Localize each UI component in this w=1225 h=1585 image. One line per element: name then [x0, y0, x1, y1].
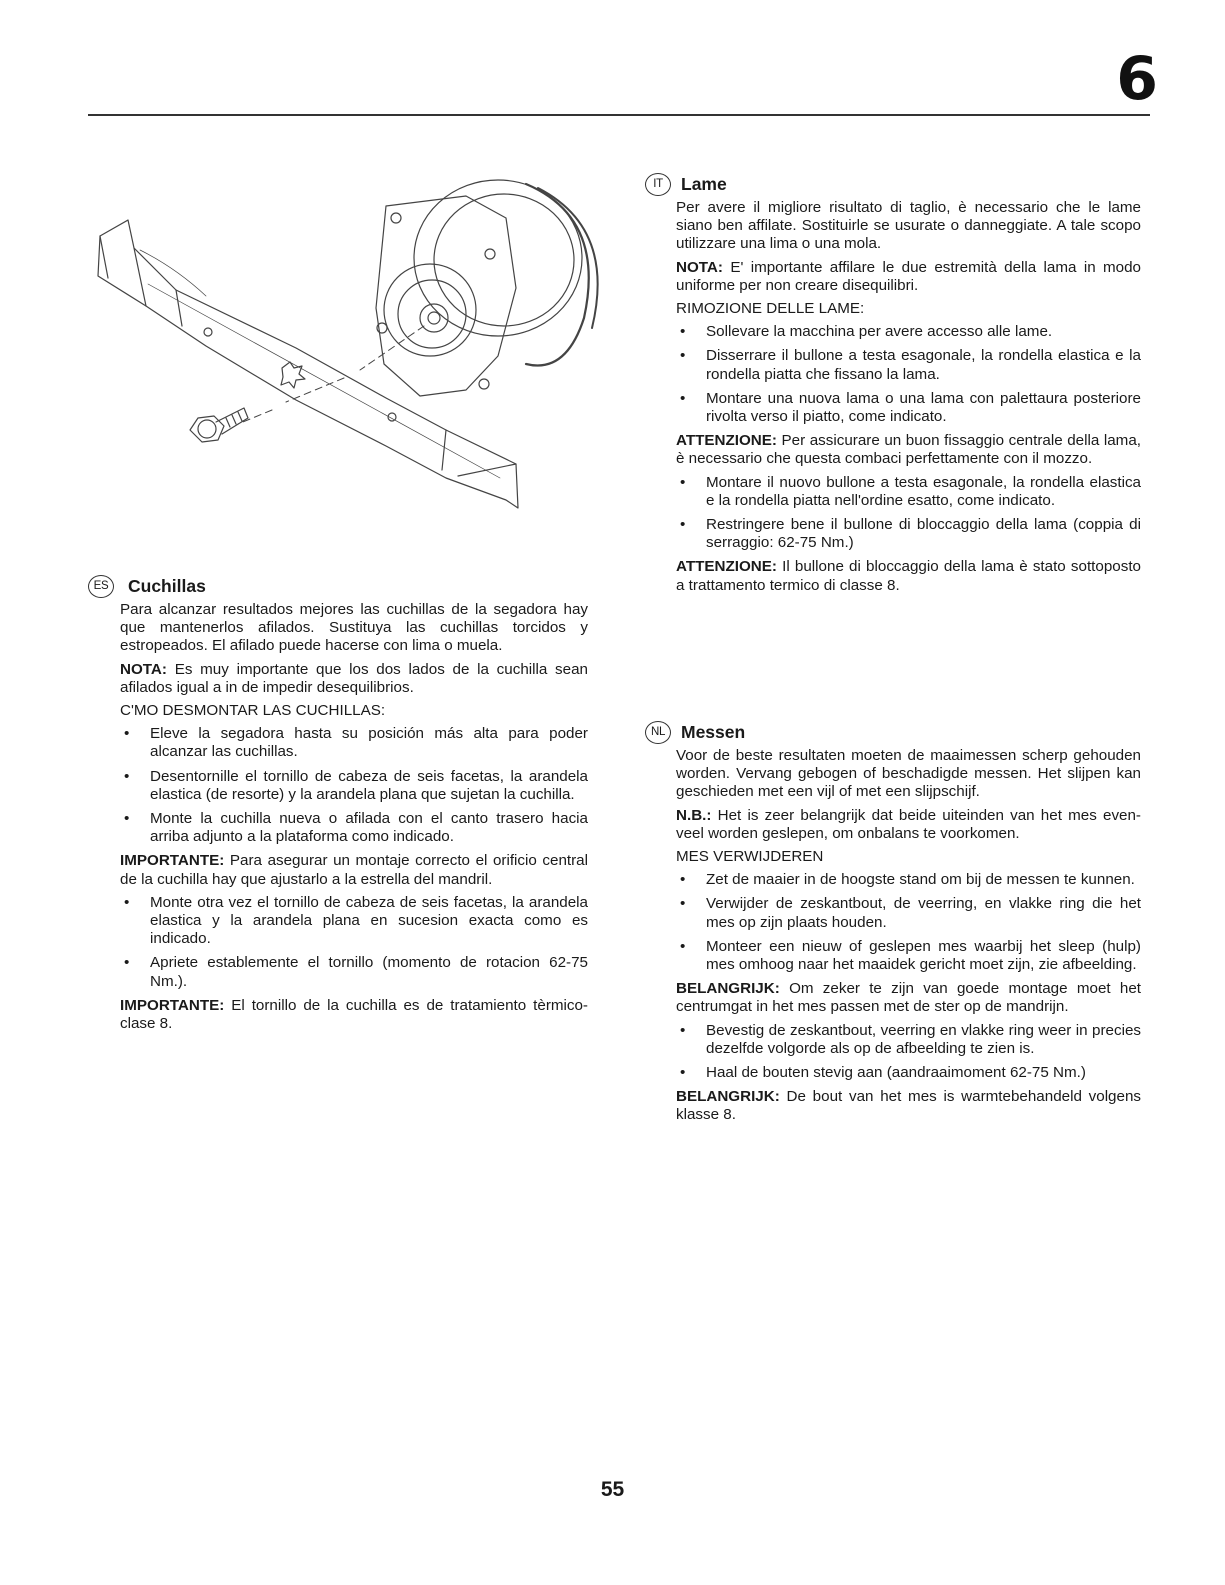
important-text: El tornillo de la cuchilla es de tratamiento tèrmico-clase 8. — [120, 996, 588, 1033]
section-nl-removal-heading: MES VERWIJDEREN — [676, 848, 824, 866]
note-text: Es muy importante que los dos lados de la cuchilla sean afilados igual a in de impedir desequilibrios. — [120, 660, 588, 696]
section-nl-steps-1 — [676, 871, 1141, 974]
important-label: IMPORTANTE: — [120, 996, 225, 1014]
note-label: NOTA: — [120, 660, 167, 678]
section-nl-important-1 — [676, 980, 1141, 1016]
bullet-icon: • — [124, 893, 130, 911]
list-item-text: Restringere bene il bullone di bloccaggio della lama (coppia di serraggio: 62-75 Nm.) — [706, 516, 1141, 552]
section-nl-note — [676, 807, 1141, 843]
section-es-steps-1 — [120, 725, 588, 846]
important-text: Para asegurar un montaje correcto el orificio central de la cuchilla hay que ajustarlo a la estrella del mandril. — [120, 852, 588, 888]
bullet-icon: • — [124, 767, 130, 785]
list-item-text: Apriete establemente el tornillo (momento de rotacion 62-75 Nm.). — [150, 954, 588, 990]
important-label: BELANGRIJK: — [676, 1088, 780, 1106]
list-item — [676, 938, 1141, 974]
section-nl-steps-2 — [676, 1022, 1141, 1083]
section-it-removal-heading: RIMOZIONE DELLE LAME: — [676, 300, 865, 318]
bullet-icon: • — [124, 725, 130, 743]
section-it-important-2 — [676, 558, 1141, 594]
note-label: NOTA: — [676, 258, 723, 276]
section-nl-important-2 — [676, 1088, 1141, 1124]
section-es-removal-heading: C'MO DESMONTAR LAS CUCHILLAS: — [120, 702, 386, 720]
bullet-icon: • — [124, 810, 130, 828]
list-item-text: Desentornille el tornillo de cabeza de seis facetas, la arandela elastica (de resorte) y la arandela plana que sujetan la cuchilla. — [150, 767, 588, 803]
bullet-icon: • — [680, 516, 686, 534]
section-es-important-1 — [120, 852, 588, 888]
list-item — [676, 347, 1141, 383]
section-it-title: Lame — [681, 174, 727, 195]
list-item — [120, 768, 588, 804]
section-es-steps-2 — [120, 894, 588, 991]
list-item — [676, 895, 1141, 931]
section-it-important-1 — [676, 432, 1141, 468]
list-item — [120, 894, 588, 949]
important-label: ATTENZIONE: — [676, 432, 777, 450]
list-item-text: Montare il nuovo bullone a testa esagonale, la rondella elastica e la rondella piatta nell'ordine esatto, come indicato. — [706, 473, 1141, 509]
list-item-text: Eleve la segadora hasta su posición más alta para poder alcanzar las cuchillas. — [150, 725, 588, 761]
section-es-heading — [88, 575, 588, 598]
blade-assembly-illustration — [86, 178, 606, 540]
spindle-housing — [376, 180, 598, 396]
list-item-text: Monte otra vez el tornillo de cabeza de seis facetas, la arandela elastica y la arandela plana en sucesion exacta como es indicado. — [150, 893, 588, 948]
bullet-icon: • — [680, 323, 686, 341]
important-label: ATTENZIONE: — [676, 558, 777, 576]
bullet-icon: • — [680, 895, 686, 913]
list-item — [676, 871, 1141, 889]
list-item-text: Bevestig de zeskantbout, veerring en vlakke ring weer in precies dezelfde volgorde als op de afbeelding te zien is. — [706, 1021, 1141, 1057]
list-item — [120, 810, 588, 846]
section-nl-title: Messen — [681, 722, 746, 743]
list-item — [676, 1022, 1141, 1058]
list-item-text: Disserrare il bullone a testa esagonale, la rondella elastica e la rondella piatta che fissano la lama. — [706, 347, 1141, 383]
language-badge-it: IT — [645, 173, 671, 196]
list-item — [676, 390, 1141, 426]
important-text: Per assicurare un buon fissaggio centrale della lama, è necessario che questa combaci perfettamente con il mozzo. — [676, 432, 1141, 468]
list-item — [676, 1064, 1141, 1082]
section-es-important-2 — [120, 997, 588, 1033]
important-label: IMPORTANTE: — [120, 852, 225, 870]
list-item — [676, 474, 1141, 510]
important-text: Il bullone di bloccaggio della lama è stato sottoposto a trattamento termico di classe 8. — [676, 558, 1141, 594]
note-text: Het is zeer belangrijk dat beide uiteinden van het mes even-veel worden geslepen, om onbalans te voorkomen. — [676, 806, 1141, 842]
section-nl-heading — [645, 721, 1141, 744]
important-text: Om zeker te zijn van goede montage moet het centrumgat in het mes passen met de ster op de mandrijn. — [676, 980, 1141, 1016]
page-number: 55 — [600, 1478, 625, 1501]
list-item-text: Montare una nuova lama o una lama con palettaura posteriore rivolta verso il piatto, come indicato. — [706, 389, 1141, 426]
assembly-axis-line — [286, 326, 424, 402]
list-item-text: Zet de maaier in de hoogste stand om bij de messen te kunnen. — [706, 871, 1135, 889]
bullet-icon: • — [680, 871, 686, 889]
section-it-steps-1 — [676, 323, 1141, 426]
blade — [98, 220, 518, 508]
list-item — [120, 725, 588, 761]
list-item — [676, 516, 1141, 552]
bullet-icon: • — [680, 937, 686, 955]
bullet-icon: • — [680, 1064, 686, 1082]
section-es-intro: Para alcanzar resultados mejores las cuchillas de la segadora hay que mantenerlos afilados. Sustituya las cuchillas torcidos y estropeados. El afilado puede hacerse con lima o muela. — [120, 601, 588, 655]
bullet-icon: • — [680, 347, 686, 365]
list-item-text: Haal de bouten stevig aan (aandraaimoment 62-75 Nm.) — [706, 1064, 1086, 1082]
list-item-text: Monteer een nieuw of geslepen mes waarbij het sleep (hulp) mes omhoog naar het maaidek gericht moet zijn, zie afbeelding. — [706, 937, 1141, 974]
bullet-icon: • — [680, 473, 686, 491]
hex-bolt — [190, 408, 248, 442]
section-es-note — [120, 661, 588, 697]
bullet-icon: • — [124, 954, 130, 972]
language-badge-es: ES — [88, 575, 114, 598]
list-item-text: Sollevare la macchina per avere accesso alle lame. — [706, 323, 1053, 341]
section-nl-intro: Voor de beste resultaten moeten de maaimessen scherp gehouden worden. Vervang gebogen of beschadigde messen. Het slijpen kan geschieden met een vijl of met een slijpschijf. — [676, 747, 1141, 801]
section-it — [645, 173, 1141, 600]
bullet-icon: • — [680, 1021, 686, 1039]
section-it-heading — [645, 173, 1141, 196]
section-nl — [645, 721, 1141, 1130]
list-item-text: Monte la cuchilla nueva o afilada con el canto trasero hacia arriba adjunto a la plataforma como indicado. — [150, 810, 588, 846]
bullet-icon: • — [680, 389, 686, 407]
list-item-text: Verwijder de zeskantbout, de veerring, en vlakke ring die het mes op zijn plaats houden. — [706, 895, 1141, 931]
header-rule — [88, 114, 1150, 116]
important-label: BELANGRIJK: — [676, 980, 780, 998]
section-es-title: Cuchillas — [128, 576, 206, 597]
important-text: De bout van het mes is warmtebehandeld volgens klasse 8. — [676, 1088, 1141, 1124]
list-item — [676, 323, 1141, 341]
note-label: N.B.: — [676, 806, 712, 824]
section-es — [88, 575, 588, 1038]
list-item — [120, 954, 588, 990]
language-badge-nl: NL — [645, 721, 671, 744]
chapter-number: 6 — [1116, 44, 1158, 114]
section-it-intro: Per avere il migliore risultato di taglio, è necessario che le lame siano ben affilate. Sostituirle se usurate o danneggiate. A tale scopo utilizzare una lima o una mola. — [676, 199, 1141, 253]
note-text: E' importante affilare le due estremità della lama in modo uniforme per non creare disequilibri. — [676, 258, 1141, 294]
section-it-note — [676, 259, 1141, 295]
section-it-steps-2 — [676, 474, 1141, 553]
